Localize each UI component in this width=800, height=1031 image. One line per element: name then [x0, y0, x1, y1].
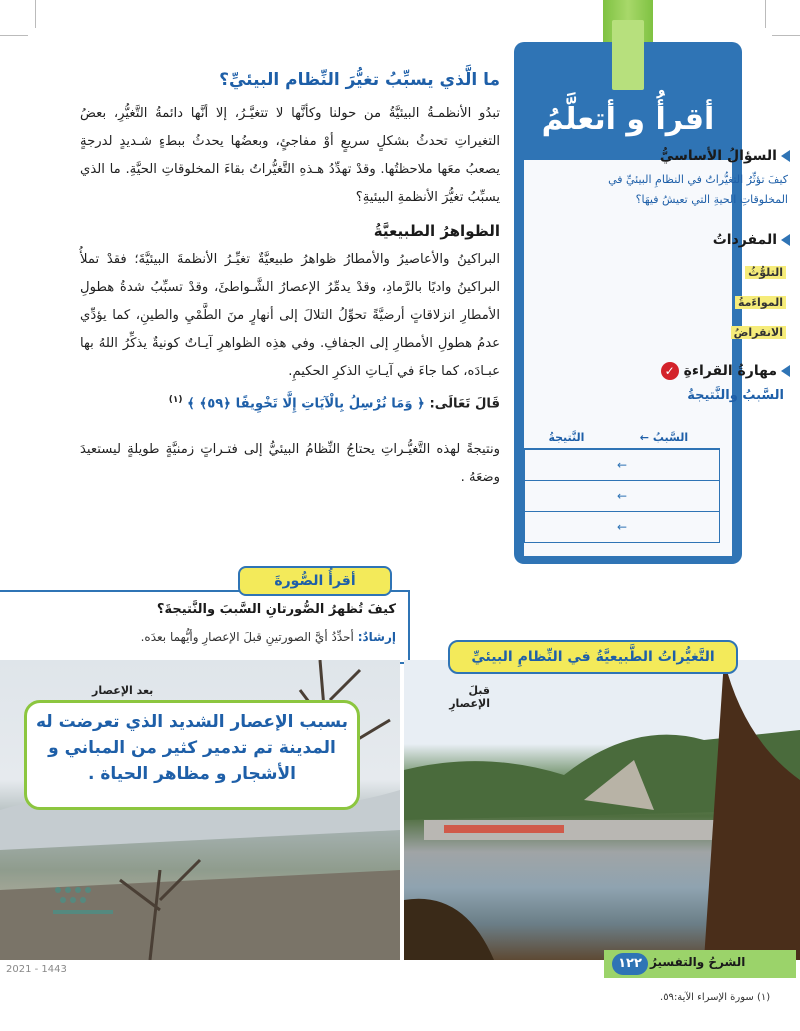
cause-effect-table: [524, 426, 720, 543]
reading-skill-name: السَّببُ والنَّتيجةُ: [687, 388, 784, 403]
edition-year: 2021 - 1443: [6, 964, 67, 975]
read-picture-tab: أقرأُ الصُّورةَ: [238, 566, 392, 596]
section-heading: الظواهرُ الطبيعيَّةُ: [373, 222, 500, 240]
paragraph-phenomena: البراكينُ والأعاصيرُ والأمطارُ ظواهرُ طبيعيَّةٌ تغيِّـرُ الأنظمةَ البيئيَّةَ؛ فقدْ تملأُ البراكينُ واديًا بالرَّمادِ، وقدْ يدمِّرُ الإعصارُ الشَّـواطئَ، وقدْ تسبِّبُ شدةُ هطولِ الأمطارِ انزلاقاتٍ أرضيَّةً تحوِّلُ التلالَ إلى أنهارٍ منَ الطَّمْيِ والطينِ، كما يؤدِّي عدمُ هطولِ الأمطارِ إلى الجفافِ. وفي هذِه الظواهرِ آيـاتٌ كونيةٌ يذكِّرُ اللهُ بها عبـادَه، كما جاءَ في آيـاتِ الذكرِ الحكيمِ.: [80, 252, 500, 379]
ribbon-highlight: [612, 20, 644, 90]
crop-mark: [765, 0, 766, 28]
crop-mark: [772, 35, 800, 36]
picture-question: كيفَ تُظهرُ الصُّورتانِ السَّببَ والنَّتيجةَ؟: [156, 602, 396, 617]
vocab-item: المواءَمةُ: [735, 296, 786, 309]
article: [80, 70, 500, 492]
sidebar-title: أقرأُ و أتعلَّمُ: [541, 102, 715, 137]
bullet-icon: [781, 150, 790, 162]
table-row[interactable]: ←: [525, 449, 720, 481]
table-row[interactable]: ←: [525, 481, 720, 512]
read-picture-box: [0, 590, 410, 664]
bullet-icon: [781, 234, 790, 246]
section-tab: التَّغيُّراتُ الطَّبيعيَّةُ في النِّظامِ البيئيِّ: [448, 640, 738, 674]
crop-mark: [0, 35, 28, 36]
vocab-heading: المفرداتُ: [713, 232, 790, 248]
article-heading: ما الَّذي يسبِّبُ تغيُّرَ النِّظام البيئيِّ؟: [219, 70, 500, 90]
vocab-item: التلوُّثُ: [745, 266, 786, 279]
vocab-item: الانقراضُ: [731, 326, 786, 339]
footer-section: الشرحُ والتفسيرُ: [650, 955, 746, 969]
before-hurricane-photo: [404, 660, 800, 960]
table-header-effect: النَّتيجةُ: [525, 426, 609, 449]
checkmark-icon: ✓: [661, 362, 679, 380]
quran-verse: ﴿ وَمَا نُرْسِلُ بِالْآيَاتِ إِلَّا تَخْوِيفًا ﴿٥٩﴾ ﴾: [187, 396, 425, 412]
ministry-logo: [48, 880, 128, 930]
paragraph-intro: تبدُو الأنظمـةُ البيئيَّةُ من حولنا وكأنَّها لا تتغيَّـرُ، إلا أنَّها دائمةُ التَّغيُّرِ، بعضُ التغيراتِ تحدثُ بشكلٍ سريعٍ أوْ مفاجئٍ، وبعضُها يحدثُ ببطءٍ شـديدٍ لدرجةٍ يصعبُ معَها ملاحظتُها. وقدْ تهدِّدُ هـذهِ التَّغيُّراتُ بقاءَ المخلوقاتِ الحيَّةِ. ما الذي يسبِّبُ تغيُّرَ الأنظمةِ البيئيةِ؟: [80, 106, 500, 205]
essential-question-heading: السؤالُ الأساسيُّ: [660, 148, 790, 164]
reading-skill-heading: مهارةُ القراءةِ ✓: [659, 362, 790, 380]
bullet-icon: [781, 365, 790, 377]
footnote: (١) سورة الإسراء الآية:٥٩.: [660, 992, 771, 1003]
verse-intro: قَالَ تَعَالَى:: [429, 396, 500, 412]
essential-question: كيفَ تؤثِّرُ التغيُّراتُ في النظامِ البيئيِّ في المخلوقاتِ الحيةِ التي تعيشُ فيهَا؟: [608, 173, 788, 206]
footnote-ref: (١): [168, 395, 183, 405]
paragraph-result: ونتيجةً لهذه التَّغيُّـراتِ يحتاجُ النِّظامُ البيئيُّ إلى فتـراتٍ زمنيَّةٍ طويلةٍ ليستعيدَ وضعَهُ .: [80, 442, 500, 486]
crop-mark: [35, 0, 36, 28]
before-label: قبلَ الإعصارِ: [449, 684, 490, 710]
page-number: ١٢٢: [612, 953, 648, 975]
picture-hint: إرشادٌ: أحدِّدُ أيَّ الصورتينِ قبلَ الإعصارِ وأيُّهما بعدَه.: [140, 630, 396, 644]
table-header-cause: السَّببُ ←: [608, 426, 719, 449]
caption-callout: بسبب الإعصار الشديد الذي تعرضت له المدينة تم تدمير كثير من المباني و الأشجار و مظاهر الحياة .: [24, 700, 360, 810]
table-row[interactable]: ←: [525, 512, 720, 543]
verse-line: [80, 386, 500, 418]
after-label: بعد الإعصار: [92, 684, 154, 697]
